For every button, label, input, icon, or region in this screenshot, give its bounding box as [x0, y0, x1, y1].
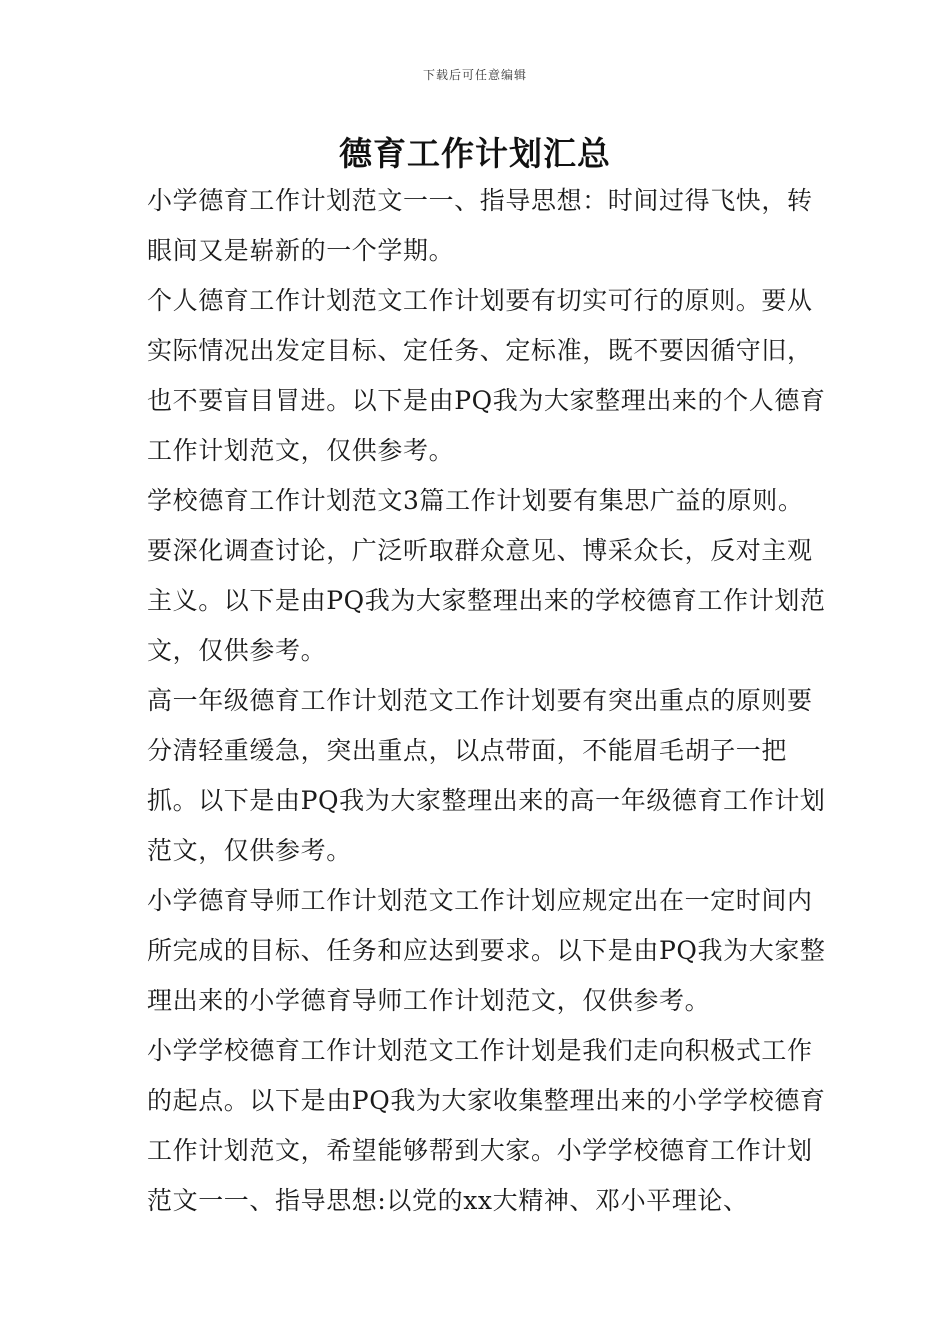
header-note: 下载后可任意编辑	[422, 68, 527, 82]
paragraph-6: 小学学校德育工作计划范文工作计划是我们走向积极式工作的起点。以下是由PQ我为大家收集整理出来的小学学校德育工作计划范文，希望能够帮到大家。小学学校德育工作计划范文一一、指导思想:以党的xx大精神、邓小平理论、	[147, 1036, 826, 1215]
document-body	[147, 176, 827, 1226]
paragraph-3: 学校德育工作计划范文3篇工作计划要有集思广益的原则。要深化调查讨论，广泛听取群众意见、博采众长，反对主观主义。以下是由PQ我为大家整理出来的学校德育工作计划范文，仅供参考。	[147, 486, 826, 665]
document-title: 德育工作计划汇总	[339, 134, 611, 173]
paragraph-5: 小学德育导师工作计划范文工作计划应规定出在一定时间内所完成的目标、任务和应达到要求。以下是由PQ我为大家整理出来的小学德育导师工作计划范文，仅供参考。	[147, 886, 826, 1015]
paragraph-2: 个人德育工作计划范文工作计划要有切实可行的原则。要从实际情况出发定目标、定任务、定标准，既不要因循守旧，也不要盲目冒进。以下是由PQ我为大家整理出来的个人德育工作计划范文，仅供参考。	[147, 286, 826, 465]
paragraph-1: 小学德育工作计划范文一一、指导思想：时间过得飞快，转眼间又是崭新的一个学期。	[147, 186, 813, 265]
paragraph-4: 高一年级德育工作计划范文工作计划要有突出重点的原则要分清轻重缓急，突出重点，以点带面，不能眉毛胡子一把抓。以下是由PQ我为大家整理出来的高一年级德育工作计划范文，仅供参考。	[147, 686, 826, 865]
